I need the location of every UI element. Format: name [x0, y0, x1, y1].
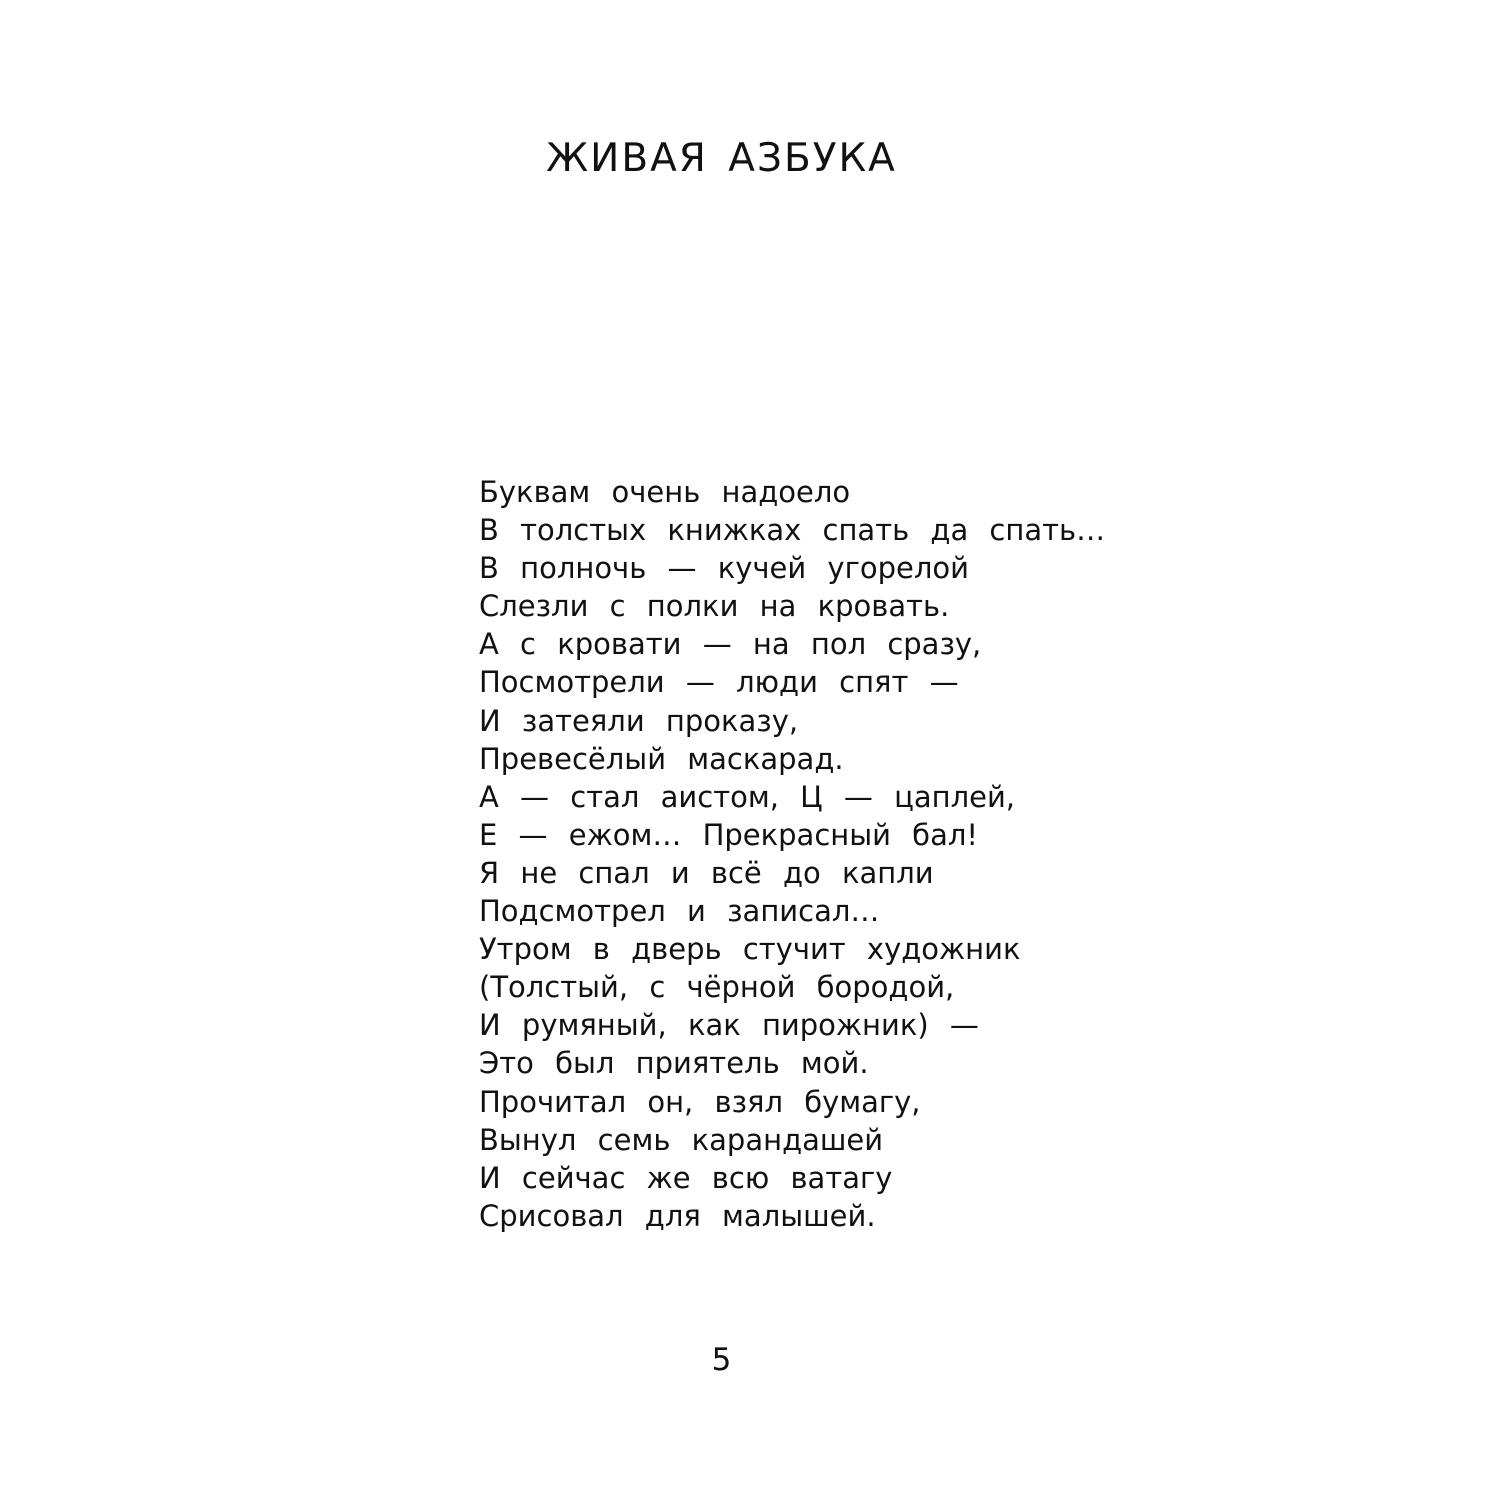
- poem-line: И румяный, как пирожник) —: [479, 1008, 979, 1043]
- poem-line: Это был приятель мой.: [479, 1046, 869, 1081]
- poem-line: И сейчас же всю ватагу: [479, 1160, 893, 1195]
- poem-line: Вынул семь карандашей: [479, 1122, 884, 1157]
- poem-line: А — стал аистом, Ц — цаплей,: [479, 779, 1016, 814]
- poem-line: В полночь — кучей угорелой: [479, 551, 969, 586]
- poem-line: (Толстый, с чёрной бородой,: [479, 970, 955, 1005]
- poem-body: [479, 473, 1105, 1235]
- poem-line: Прочитал он, взял бумагу,: [479, 1084, 921, 1119]
- page-title: ЖИВАЯ АЗБУКА: [546, 136, 897, 181]
- page-number: 5: [711, 1342, 732, 1378]
- poem-line: Буквам очень надоело: [479, 475, 851, 509]
- poem-line: Срисовал для малышей.: [479, 1198, 876, 1233]
- poem-line: Е — ежом… Прекрасный бал!: [479, 817, 979, 852]
- poem-line: В толстых книжках спать да спать…: [479, 513, 1106, 548]
- poem-line: Я не спал и всё до капли: [479, 855, 934, 890]
- poem-line: А с кровати — на пол сразу,: [479, 627, 982, 662]
- poem-line: Превесёлый маскарад.: [479, 741, 844, 776]
- poem-line: Подсмотрел и записал…: [479, 894, 880, 929]
- poem-line: Слезли с полки на кровать.: [479, 589, 950, 624]
- poem-line: Посмотрели — люди спят —: [479, 665, 959, 700]
- poem-line: Утром в дверь стучит художник: [479, 932, 1021, 967]
- poem-line: И затеяли проказу,: [479, 703, 799, 738]
